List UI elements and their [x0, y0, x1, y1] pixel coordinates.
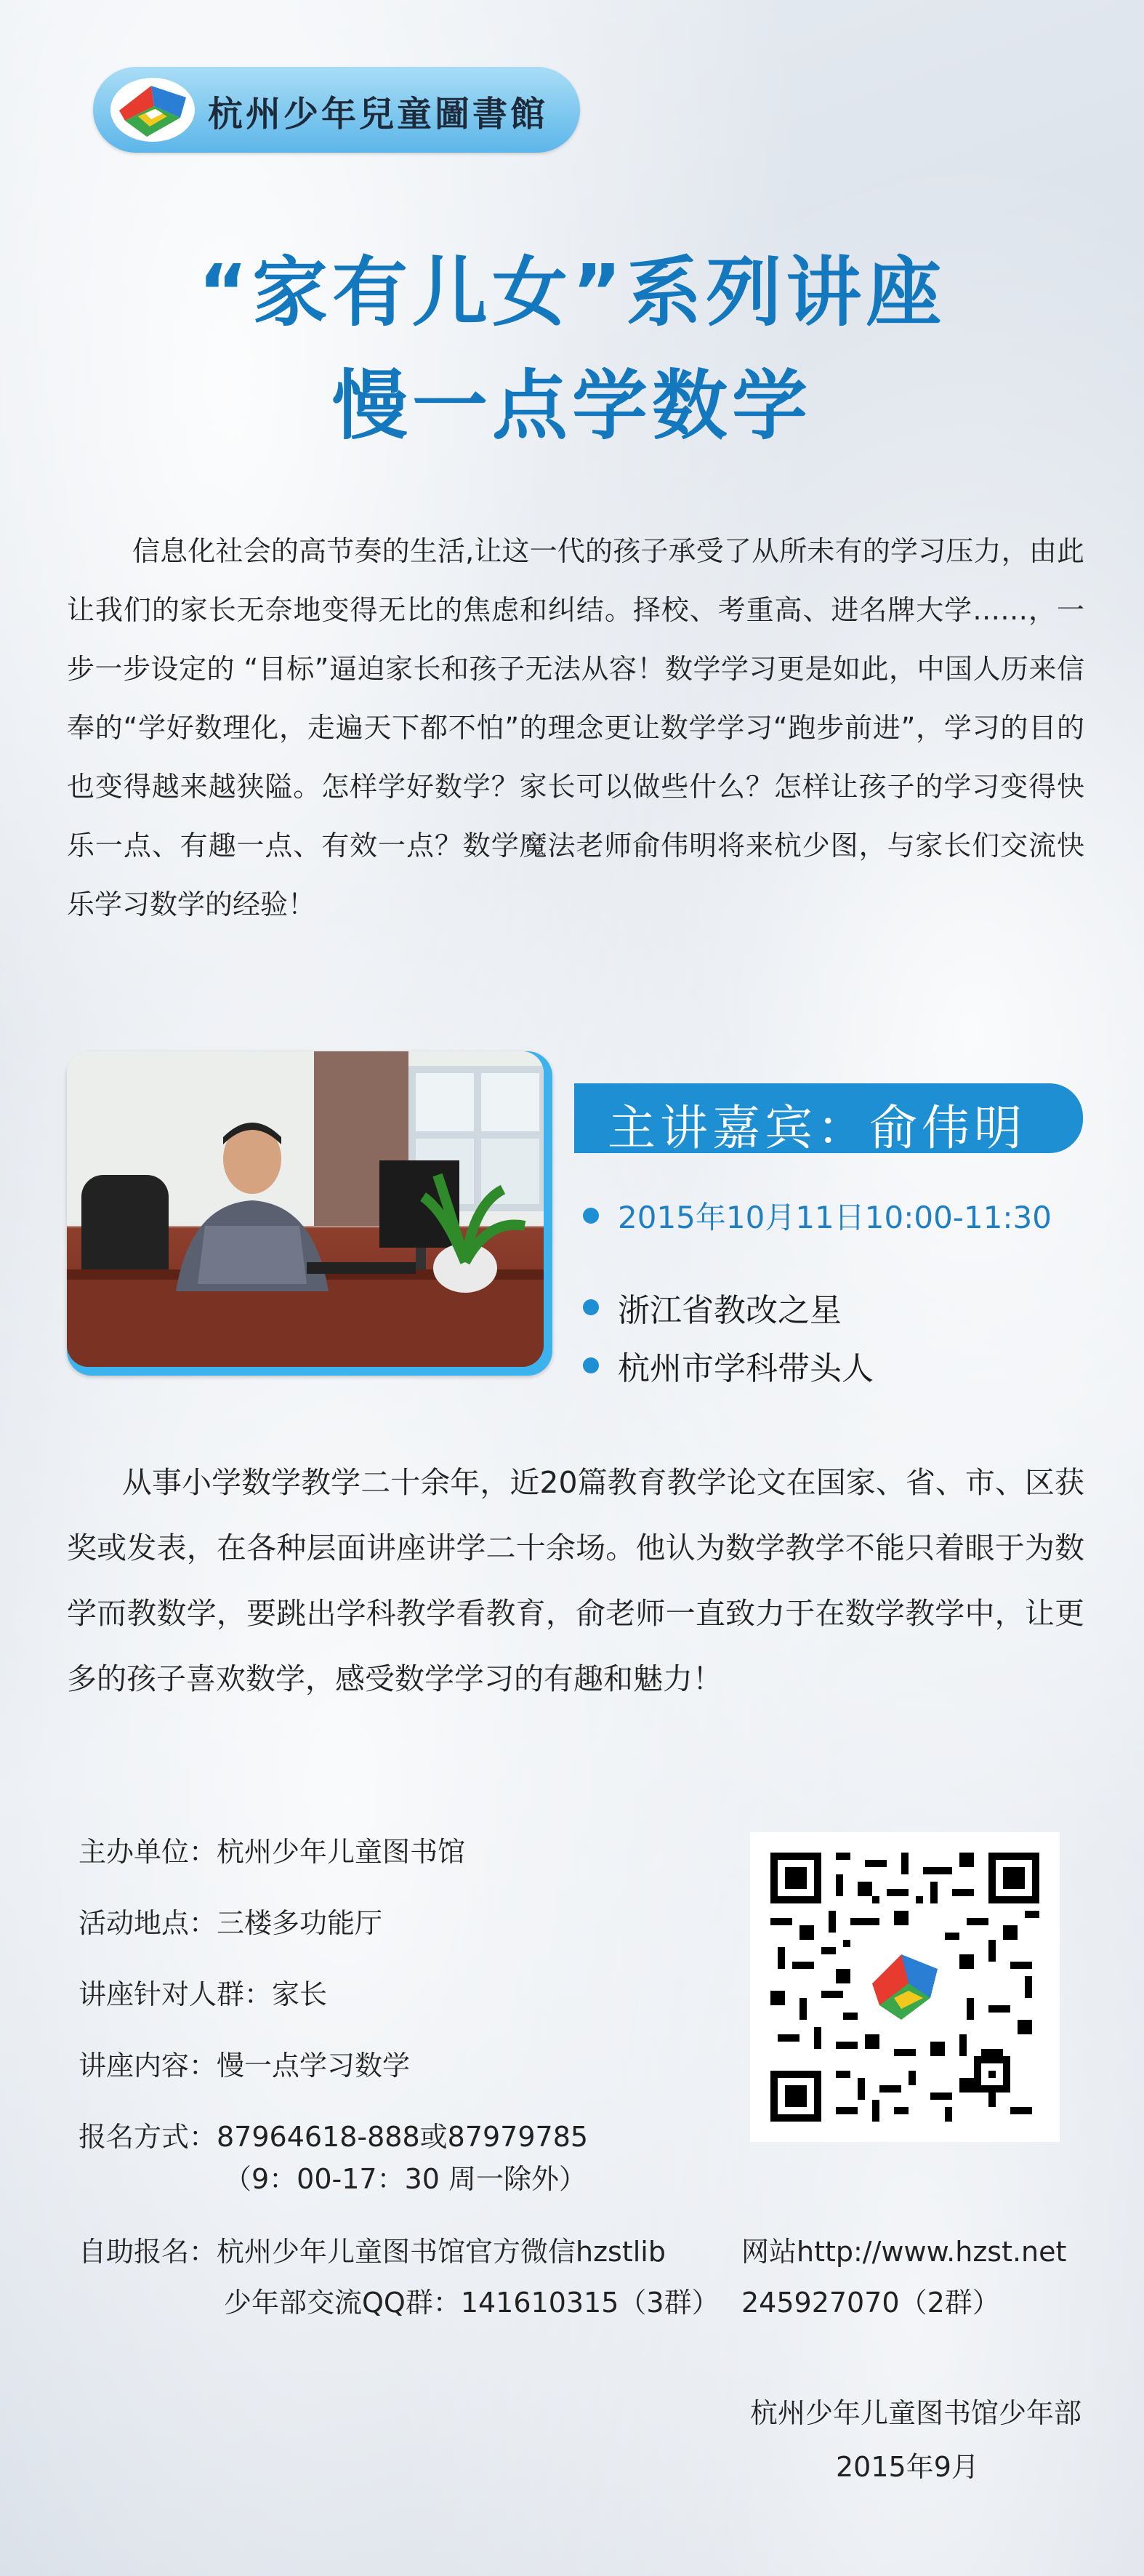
speaker-banner: [574, 1083, 1083, 1156]
speaker-photo-image: [67, 1051, 544, 1367]
qr-code[interactable]: [750, 1832, 1060, 2142]
event-date-text: 2015年10月11日10:00-11:30: [618, 1200, 1052, 1235]
bullet-dot-icon: [583, 1208, 599, 1224]
speaker-honor-text: 杭州市学科带头人: [618, 1350, 874, 1387]
bullet-dot-icon: [583, 1299, 599, 1315]
library-logo-icon: [109, 76, 196, 144]
speaker-honor: [583, 1342, 874, 1389]
speaker-photo: [67, 1051, 552, 1376]
speaker-bio-paragraph: 从事小学数学教学二十余年，近20篇教育教学论文在国家、省、市、区获奖或发表，在各种层面讲座讲学二十余场。他认为数学教学不能只着眼于为数学而教数学，要跳出学科教学看教育，俞老师一直致力于在数学教学中，让更多的孩子喜欢数学，感受数学学习的有趣和魅力！: [67, 1465, 1084, 1696]
info-qq-group: 少年部交流QQ群：141610315（3群）: [224, 2287, 720, 2319]
bullet-dot-icon: [583, 1357, 599, 1373]
info-audience: 讲座针对人群：家长: [78, 1978, 328, 2010]
qr-code-icon: [770, 1853, 1039, 2122]
info-self-register: 自助报名：杭州少年儿童图书馆官方微信hzstlib: [78, 2236, 666, 2268]
info-location: 活动地点：三楼多功能厅: [78, 1907, 383, 1939]
speaker-portrait-illustration: [67, 1051, 544, 1367]
speaker-honor: [583, 1284, 842, 1331]
page-subtitle: 慢一点学数学: [331, 361, 812, 450]
speaker-banner-label: 主讲嘉宾：俞伟明: [608, 1100, 1026, 1156]
library-name: 杭州少年兒童圖書館: [208, 94, 549, 135]
info-content: 讲座内容：慢一点学习数学: [78, 2050, 411, 2082]
footer-organization: 杭州少年儿童图书馆少年部: [749, 2397, 1081, 2429]
page-title: “家有儿女”系列讲座: [198, 248, 946, 337]
info-website-link[interactable]: 网站http://www.hzst.net: [741, 2236, 1067, 2268]
footer-date: 2015年9月: [836, 2451, 979, 2483]
intro-paragraph: 信息化社会的高节奏的生活,让这一代的孩子承受了从所未有的学习压力，由此让我们的家长无奈地变得无比的焦虑和纠结。择校、考重高、进名牌大学……，一步一步设定的 “目标”逼迫家长和孩子无法从容！数学学习更是如此，中国人历来信奉的“学好数理化，走遍天下都不怕”的理念更让数学学习“跑步前进”，学习的目的也变得越来越狭隘。怎样学好数学？家长可以做些什么？怎样让孩子的学习变得快乐一点、有趣一点、有效一点？数学魔法老师俞伟明将来杭少图，与家长们交流快乐学习数学的经验！: [67, 535, 1084, 920]
info-qq-group-2: 245927070（2群）: [741, 2287, 1000, 2319]
speaker-honor-text: 浙江省教改之星: [618, 1292, 842, 1329]
info-organizer: 主办单位：杭州少年儿童图书馆: [78, 1836, 466, 1868]
info-registration: 报名方式：87964618-888或87979785: [78, 2121, 589, 2153]
event-date: [583, 1194, 1052, 1237]
info-registration-hours: （9：00-17：30 周一除外）: [224, 2163, 587, 2195]
